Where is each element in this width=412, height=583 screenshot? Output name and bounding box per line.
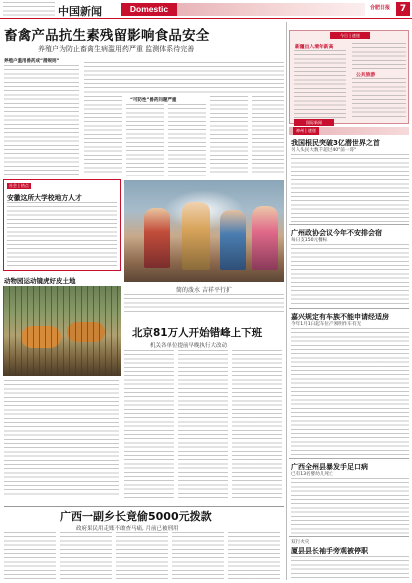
- right-story-title: 广西全州县暴发手足口病: [291, 463, 368, 471]
- right-story-title: 厦县县长袖手旁观被停职: [291, 547, 368, 555]
- box-tag: 社会 | 热点: [9, 183, 29, 188]
- animal-headline: 动物园运动镜虎好皮土地: [4, 277, 76, 285]
- header-rule: [0, 18, 412, 19]
- section-label: Domestic: [121, 3, 177, 16]
- right-story-sub: 已有13名婴幼儿死亡: [291, 472, 334, 477]
- column-text: [84, 96, 122, 176]
- column-text: [178, 350, 228, 500]
- right-story-body: [291, 154, 409, 222]
- brief-heading: 公共旅游: [356, 73, 376, 78]
- lead-article-body: [84, 62, 284, 94]
- right-story-sub: 双行火灾: [291, 540, 310, 545]
- column-text: [172, 532, 224, 580]
- photo-caption: 简的泼水 吉祥平行扩: [176, 287, 232, 294]
- dancer-figure: [252, 206, 278, 270]
- main-headline: 畜禽产品抗生素残留影响食品安全: [4, 28, 210, 44]
- right-story-title: 我国根民突破3亿潜世界之首: [291, 139, 380, 147]
- beijing-headline: 北京81万人开始错峰上下班: [132, 327, 263, 339]
- brief-text: [352, 43, 406, 69]
- dancer-figure: [144, 208, 170, 268]
- center-section-heading: “可防性”兽药问题严重: [130, 98, 177, 103]
- story-rule: [289, 458, 409, 459]
- campus-news-box: [3, 179, 121, 271]
- story-rule: [289, 224, 409, 225]
- column-text: [228, 532, 280, 580]
- column-text: [124, 350, 174, 500]
- story-rule: [289, 308, 409, 309]
- section-rule: [4, 506, 284, 507]
- column-text: [168, 104, 206, 176]
- header-meta: [3, 2, 55, 16]
- right-story-title: 嘉兴规定有车族不能申请经适房: [291, 313, 389, 321]
- edition-name: 合肥日报: [370, 5, 391, 11]
- brief-text: [352, 78, 406, 120]
- guangxi-subhead: 政府果民用走账不敢查马痛, 月前已被刑用: [76, 526, 179, 532]
- brief-heading: 新疆出入境年新高: [295, 45, 334, 50]
- right-story-sub: 每日支150元餐标: [291, 238, 328, 243]
- tiger-photo: [3, 286, 121, 376]
- left-section-heading: 养殖户滥用兽药成“潜规则”: [4, 59, 60, 64]
- page-number: 7: [396, 2, 410, 16]
- right-story-body: [291, 556, 409, 580]
- right-story-body: [291, 244, 409, 306]
- beijing-subhead: 机关各单位提前早晚执行大改动: [150, 343, 228, 349]
- column-text: [232, 350, 282, 500]
- festival-photo: [124, 180, 284, 282]
- page-header: [0, 0, 412, 22]
- right-story-sub: 今年1月1日起车位产须明作车有无: [291, 322, 362, 327]
- right-story-body: [291, 478, 409, 534]
- column-text: [4, 532, 56, 580]
- dancer-figure: [220, 210, 246, 270]
- animal-article-body: [4, 380, 119, 495]
- right-story-sub: 另人头民大数千超过40"前一哥": [291, 148, 357, 153]
- brief-news-box: [289, 30, 409, 124]
- right-story-body: [291, 328, 409, 456]
- header-band: [177, 3, 365, 16]
- beijing-article: [124, 350, 284, 500]
- story-rule: [289, 536, 409, 537]
- caption-text: [124, 294, 284, 314]
- brief-button: 国际新闻: [294, 119, 334, 126]
- right-section-tag: 神州 | 速递: [293, 127, 319, 135]
- column-divider: [286, 22, 287, 580]
- column-text: [60, 532, 112, 580]
- column-text: [116, 532, 168, 580]
- cage-bars: [3, 286, 121, 376]
- brief-tag: 今日 | 速递: [330, 32, 370, 39]
- masthead-logo: 中国新闻: [58, 5, 102, 18]
- right-story-title: 广州政协会议今年不安排会宿: [291, 229, 382, 237]
- column-text: [210, 96, 248, 176]
- guangxi-article: [4, 532, 284, 580]
- center-columns: [84, 96, 284, 176]
- brief-text: [294, 50, 346, 120]
- column-text: [252, 96, 284, 176]
- left-article-body: [4, 65, 79, 177]
- main-subhead: 养殖户为防止畜禽生病滥用药严重 监测体系待完善: [38, 45, 195, 53]
- column-text: [126, 104, 164, 176]
- box-body: [7, 202, 117, 268]
- box-title: 安徽这所大学校地方人才: [7, 194, 82, 202]
- dancer-figure: [182, 202, 210, 270]
- guangxi-headline: 广西一副乡长竟偷5000元拨款: [60, 510, 212, 523]
